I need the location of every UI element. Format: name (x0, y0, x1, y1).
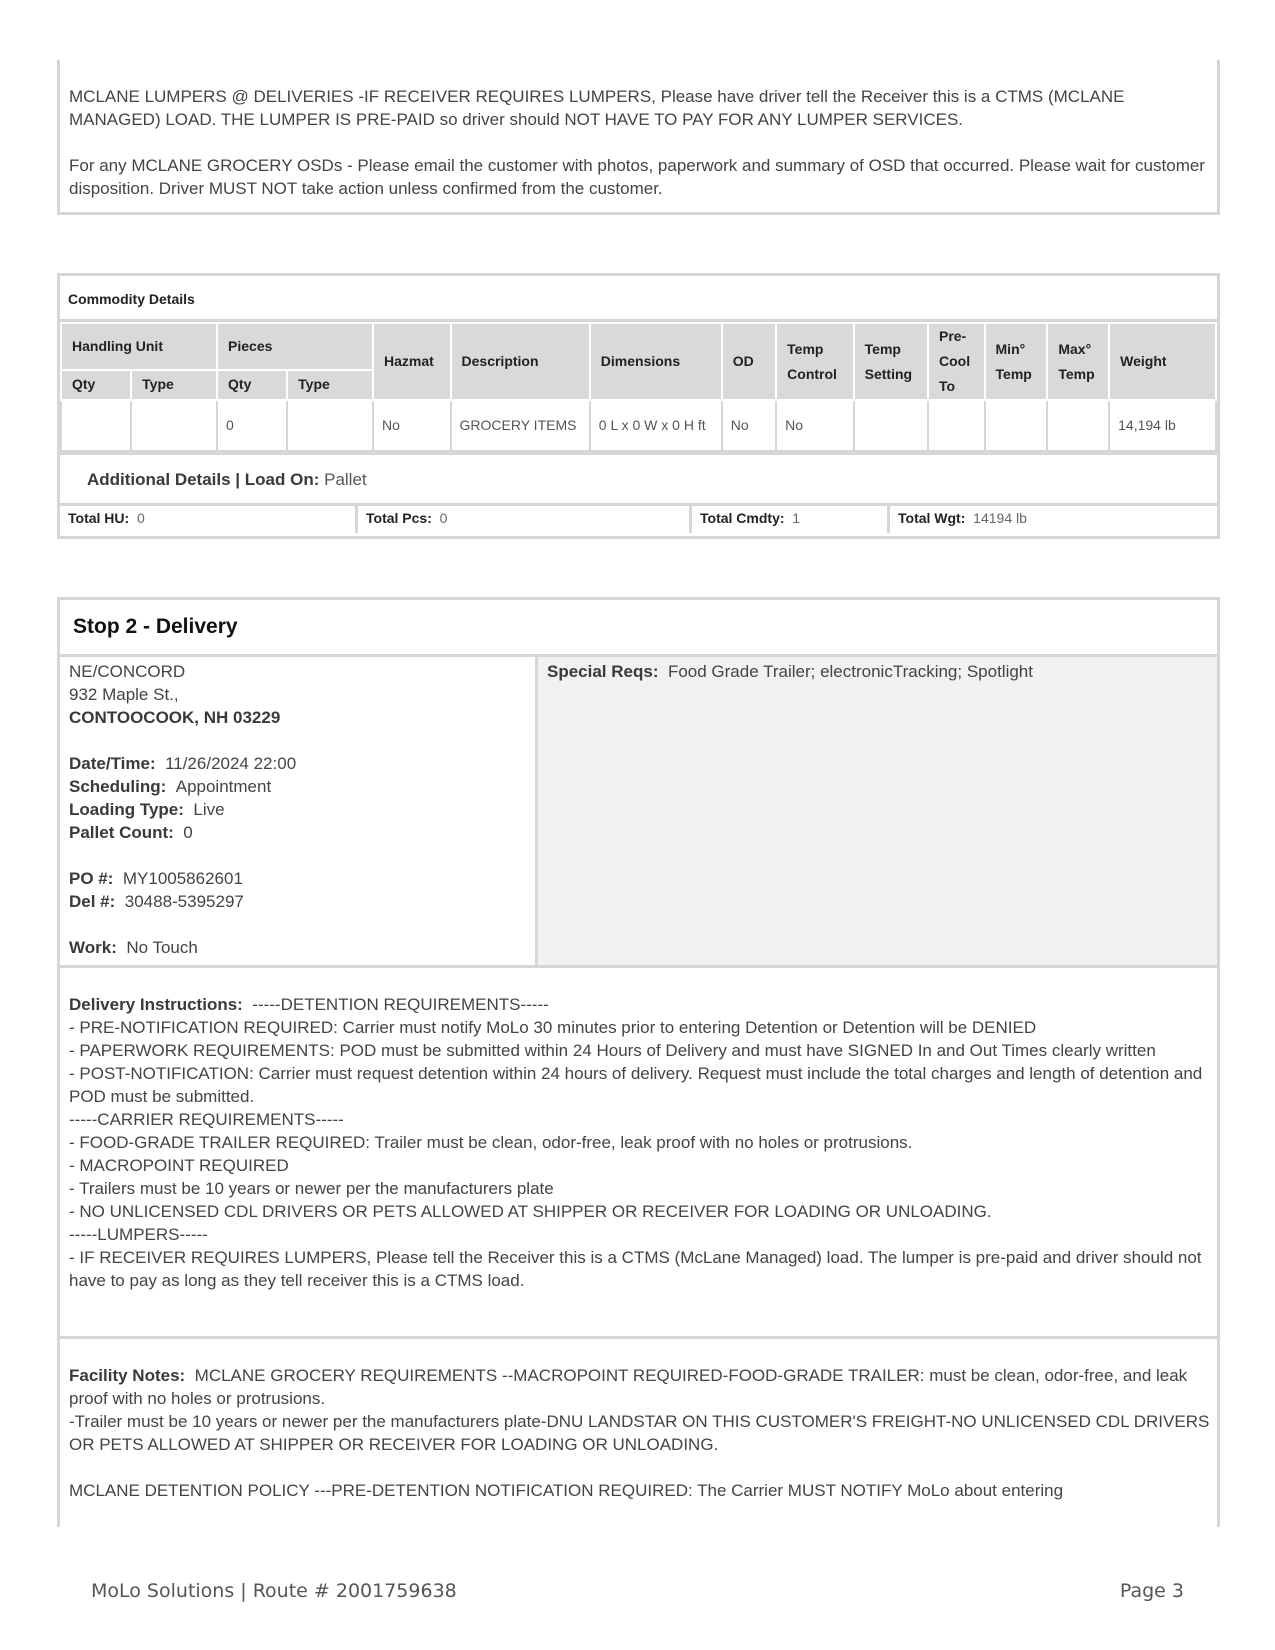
delivery-line: - IF RECEIVER REQUIRES LUMPERS, Please tell the Receiver this is a CTMS (McLane Managed) load. The lumper is pre-paid and driver should not have to pay as long as they tell receiver this is a CTMS load. (69, 1248, 1202, 1290)
facility-line: -Trailer must be 10 years or newer per the manufacturers plate-DNU LANDSTAR ON THIS CUSTOMER'S FREIGHT-NO UNLICENSED CDL DRIVERS OR PETS ALLOWED AT SHIPPER OR RECEIVER FOR LOADING OR UNLOADING. (69, 1412, 1210, 1454)
weight-header: Weight (1109, 323, 1216, 400)
stop-2-section (57, 597, 1220, 1527)
delivery-line: - MACROPOINT REQUIRED (69, 1156, 289, 1175)
pieces-header: Pieces (217, 323, 373, 370)
totals-row (60, 506, 1217, 533)
description-header: Description (451, 323, 590, 400)
delivery-line: - PRE-NOTIFICATION REQUIRED: Carrier must notify MoLo 30 minutes prior to entering Detention or Detention will be DENIED (69, 1018, 1037, 1037)
special-reqs-panel (538, 657, 1217, 965)
stop-title: Stop 2 - Delivery (60, 600, 1217, 657)
additional-details-label: Additional Details | Load On: (87, 470, 320, 489)
max-temp-header: Max° Temp (1047, 323, 1109, 400)
commodity-details-title: Commodity Details (60, 276, 1217, 322)
facility-line: MCLANE DETENTION POLICY ---PRE-DETENTION NOTIFICATION REQUIRED: The Carrier MUST NOTIFY MoLo about entering (69, 1481, 1064, 1500)
handling-unit-header: Handling Unit (61, 323, 217, 370)
hu-qty-header: Qty (61, 370, 131, 400)
total-cmdty: Total Cmdty: 1 (692, 506, 890, 533)
facility-notes (60, 1339, 1217, 1502)
temp-setting-header: Temp Setting (854, 323, 928, 400)
lumper-osd-notes (57, 60, 1220, 215)
facility-notes-label: Facility Notes: (69, 1366, 186, 1385)
temp-control-header: Temp Control (776, 323, 853, 400)
delivery-line: - NO UNLICENSED CDL DRIVERS OR PETS ALLOWED AT SHIPPER OR RECEIVER FOR LOADING OR UNLOADING. (69, 1202, 992, 1221)
footer-page-number: Page 3 (1119, 1580, 1184, 1602)
hu-type-header: Type (131, 370, 217, 400)
dimensions-header: Dimensions (590, 323, 722, 400)
total-pcs: Total Pcs: 0 (358, 506, 692, 533)
stop-del-number: Del #: 30488-5395297 (69, 892, 244, 911)
od-header: OD (722, 323, 776, 400)
stop-loading-type: Loading Type: Live (69, 800, 225, 819)
delivery-line: -----LUMPERS----- (69, 1225, 208, 1244)
delivery-line: -----CARRIER REQUIREMENTS----- (69, 1110, 344, 1129)
pcs-type-cell (287, 400, 373, 451)
weight-cell: 14,194 lb (1109, 400, 1216, 451)
pcs-qty-header: Qty (217, 370, 287, 400)
delivery-line: - PAPERWORK REQUIREMENTS: POD must be submitted within 24 Hours of Delivery and must have SIGNED In and Out Times clearly written (69, 1041, 1156, 1060)
delivery-line: Delivery Instructions: -----DETENTION REQUIREMENTS----- (69, 995, 549, 1014)
min-temp-header: Min° Temp (985, 323, 1048, 400)
description-cell: GROCERY ITEMS (451, 400, 590, 451)
hu-qty-cell (61, 400, 131, 451)
lumper-note: MCLANE LUMPERS @ DELIVERIES -IF RECEIVER REQUIRES LUMPERS, Please have driver tell the Receiver this is a CTMS (MCLANE MANAGED) LOAD. THE LUMPER IS PRE-PAID so driver should NOT HAVE TO PAY FOR ANY LUMPER SERVICES. (69, 87, 1125, 129)
load-on-value: Pallet (324, 470, 367, 489)
table-row (61, 400, 1216, 451)
special-reqs: Special Reqs: Food Grade Trailer; electronicTracking; Spotlight (547, 662, 1033, 681)
stop-address-block (60, 657, 538, 965)
delivery-line: - Trailers must be 10 years or newer per the manufacturers plate (69, 1179, 554, 1198)
delivery-instructions-label: Delivery Instructions: (69, 995, 243, 1014)
commodity-details-section (57, 273, 1220, 539)
stop-scheduling: Scheduling: Appointment (69, 777, 272, 796)
stop-pallet-count: Pallet Count: 0 (69, 823, 193, 842)
od-cell: No (722, 400, 776, 451)
pcs-qty-cell: 0 (217, 400, 287, 451)
temp-control-cell: No (776, 400, 853, 451)
stop-po-number: PO #: MY1005862601 (69, 869, 243, 888)
stop-city: CONTOOCOOK, NH 03229 (69, 708, 281, 727)
pre-cool-to-header: Pre- Cool To (928, 323, 985, 400)
min-temp-cell (985, 400, 1048, 451)
total-wgt: Total Wgt: 14194 lb (898, 510, 1027, 526)
pre-cool-to-cell (928, 400, 985, 451)
hazmat-cell: No (373, 400, 450, 451)
pcs-type-header: Type (287, 370, 373, 400)
footer-route: MoLo Solutions | Route # 2001759638 (91, 1580, 457, 1602)
stop-name: NE/CONCORD (69, 662, 186, 681)
additional-details (60, 452, 1217, 506)
stop-work: Work: No Touch (69, 938, 198, 957)
stop-street: 932 Maple St., (69, 685, 179, 704)
dimensions-cell: 0 L x 0 W x 0 H ft (590, 400, 722, 451)
hazmat-header: Hazmat (373, 323, 450, 400)
delivery-line: - POST-NOTIFICATION: Carrier must request detention within 24 hours of delivery. Request must include the total charges and length of detention and POD must be submitted. (69, 1064, 1203, 1106)
stop-datetime: Date/Time: 11/26/2024 22:00 (69, 754, 297, 773)
delivery-instructions (60, 968, 1217, 1339)
temp-setting-cell (854, 400, 928, 451)
osd-note: For any MCLANE GROCERY OSDs - Please email the customer with photos, paperwork and summary of OSD that occurred. Please wait for customer disposition. Driver MUST NOT take action unless confirmed from the customer. (69, 156, 1205, 198)
facility-line: Facility Notes: MCLANE GROCERY REQUIREMENTS --MACROPOINT REQUIRED-FOOD-GRADE TRAILER: must be clean, odor-free, and leak proof with no holes or protrusions. (69, 1366, 1188, 1408)
max-temp-cell (1047, 400, 1109, 451)
hu-type-cell (131, 400, 217, 451)
delivery-line: - FOOD-GRADE TRAILER REQUIRED: Trailer must be clean, odor-free, leak proof with no holes or protrusions. (69, 1133, 913, 1152)
commodity-table (60, 322, 1217, 452)
total-hu: Total HU: 0 (60, 506, 358, 533)
